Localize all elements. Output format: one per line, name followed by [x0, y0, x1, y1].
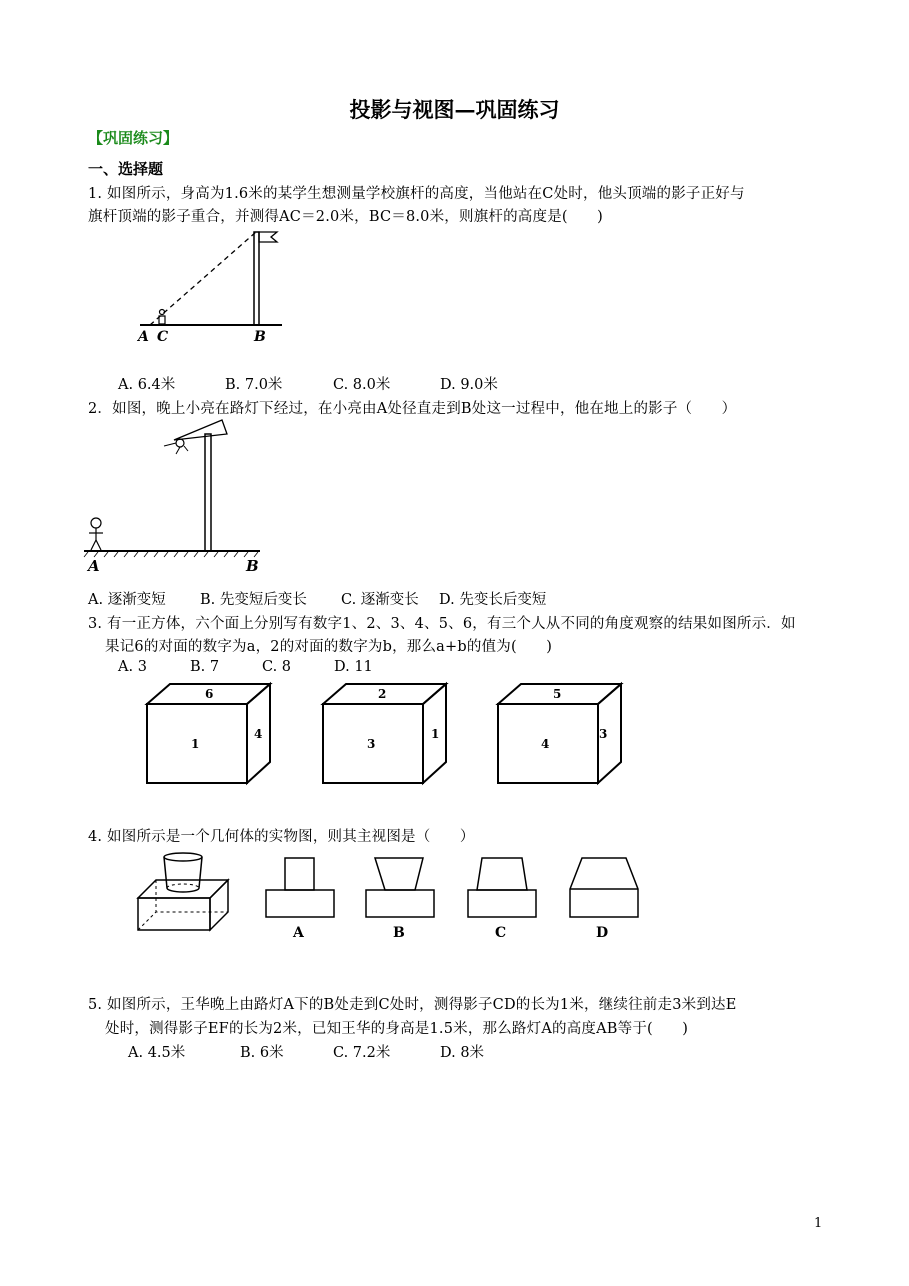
section-tag: 【巩固练习】	[88, 129, 179, 147]
q1-flagpole-figure	[130, 224, 290, 348]
q3-text-line2: 果记6的对面的数字为a，2的对面的数字为b，那么a+b的值为( )	[105, 639, 553, 655]
svg-text:3: 3	[367, 737, 376, 751]
q1-option-d: D. 9.0米	[440, 377, 498, 393]
q4-label-b: B	[393, 925, 405, 941]
q5-option-d: D. 8米	[440, 1045, 485, 1061]
q2-option-c: C. 逐渐变长	[341, 592, 419, 608]
q5-option-a: A. 4.5米	[128, 1045, 186, 1061]
svg-text:1: 1	[431, 727, 440, 741]
svg-text:5: 5	[553, 687, 562, 701]
q3-cube-1	[146, 682, 276, 786]
q3-option-b: B. 7	[190, 659, 220, 675]
q3-text-line1: 3. 有一正方体，六个面上分别写有数字1、2、3、4、5、6，有三个人从不同的角度观察的结果如图所示．如	[88, 616, 796, 632]
q1-label-c: C	[157, 329, 169, 345]
q2-option-a: A. 逐渐变短	[88, 592, 166, 608]
q1-text-line2: 旗杆顶端的影子重合，并测得AC＝2.0米，BC＝8.0米，则旗杆的高度是( )	[88, 209, 604, 225]
q2-text-line1: 2．如图，晚上小亮在路灯下经过，在小亮由A处径直走到B处这一过程中，他在地上的影子（ ）	[88, 401, 737, 417]
svg-text:4: 4	[541, 737, 550, 751]
q5-text-line1: 5. 如图所示，王华晚上由路灯A下的B处走到C处时，测得影子CD的长为1米，继续往前走3米到达E	[88, 997, 737, 1013]
section-heading: 一、选择题	[88, 160, 164, 178]
q2-label-a: A	[88, 557, 100, 575]
q2-label-b: B	[246, 557, 259, 575]
q3-cube-2	[322, 682, 452, 786]
q5-option-b: B. 6米	[240, 1045, 284, 1061]
q1-label-a: A	[138, 329, 149, 345]
q3-option-c: C. 8	[262, 659, 292, 675]
q2-option-d: D. 先变长后变短	[439, 592, 547, 608]
q4-text-line1: 4. 如图所示是一个几何体的实物图，则其主视图是（ ）	[88, 829, 475, 845]
q3-option-a: A. 3	[118, 659, 147, 675]
q1-option-c: C. 8.0米	[333, 377, 391, 393]
q4-solid-figure	[136, 850, 232, 934]
q1-option-a: A. 6.4米	[118, 377, 176, 393]
q1-text-line1: 1. 如图所示，身高为1.6米的某学生想测量学校旗杆的高度，当他站在C处时，他头顶端的影子正好与	[88, 186, 745, 202]
q4-option-b-figure	[364, 856, 436, 941]
stick-figure-icon	[89, 518, 103, 550]
page-number: 1	[814, 1216, 823, 1231]
svg-text:3: 3	[599, 727, 608, 741]
q4-option-d-figure	[568, 856, 640, 941]
q4-option-a-figure	[264, 856, 336, 941]
q3-option-d: D. 11	[334, 659, 373, 675]
lamp-icon	[164, 420, 227, 454]
q4-option-c-figure	[466, 856, 538, 941]
q2-streetlamp-figure	[84, 416, 274, 576]
q4-label-c: C	[495, 925, 507, 941]
q4-label-d: D	[596, 925, 609, 941]
q1-option-b: B. 7.0米	[225, 377, 283, 393]
svg-text:1: 1	[191, 737, 200, 751]
q5-text-line2: 处时，测得影子EF的长为2米，已知王华的身高是1.5米，那么路灯A的高度AB等于( )	[105, 1021, 689, 1037]
q2-option-b: B. 先变短后变长	[200, 592, 307, 608]
q5-option-c: C. 7.2米	[333, 1045, 391, 1061]
svg-text:4: 4	[254, 727, 263, 741]
q1-label-b: B	[254, 329, 266, 345]
q4-label-a: A	[293, 925, 304, 941]
page-title: 投影与视图—巩固练习	[349, 97, 560, 122]
svg-text:6: 6	[205, 687, 214, 701]
svg-text:2: 2	[378, 687, 387, 701]
q3-cube-3	[497, 682, 627, 786]
